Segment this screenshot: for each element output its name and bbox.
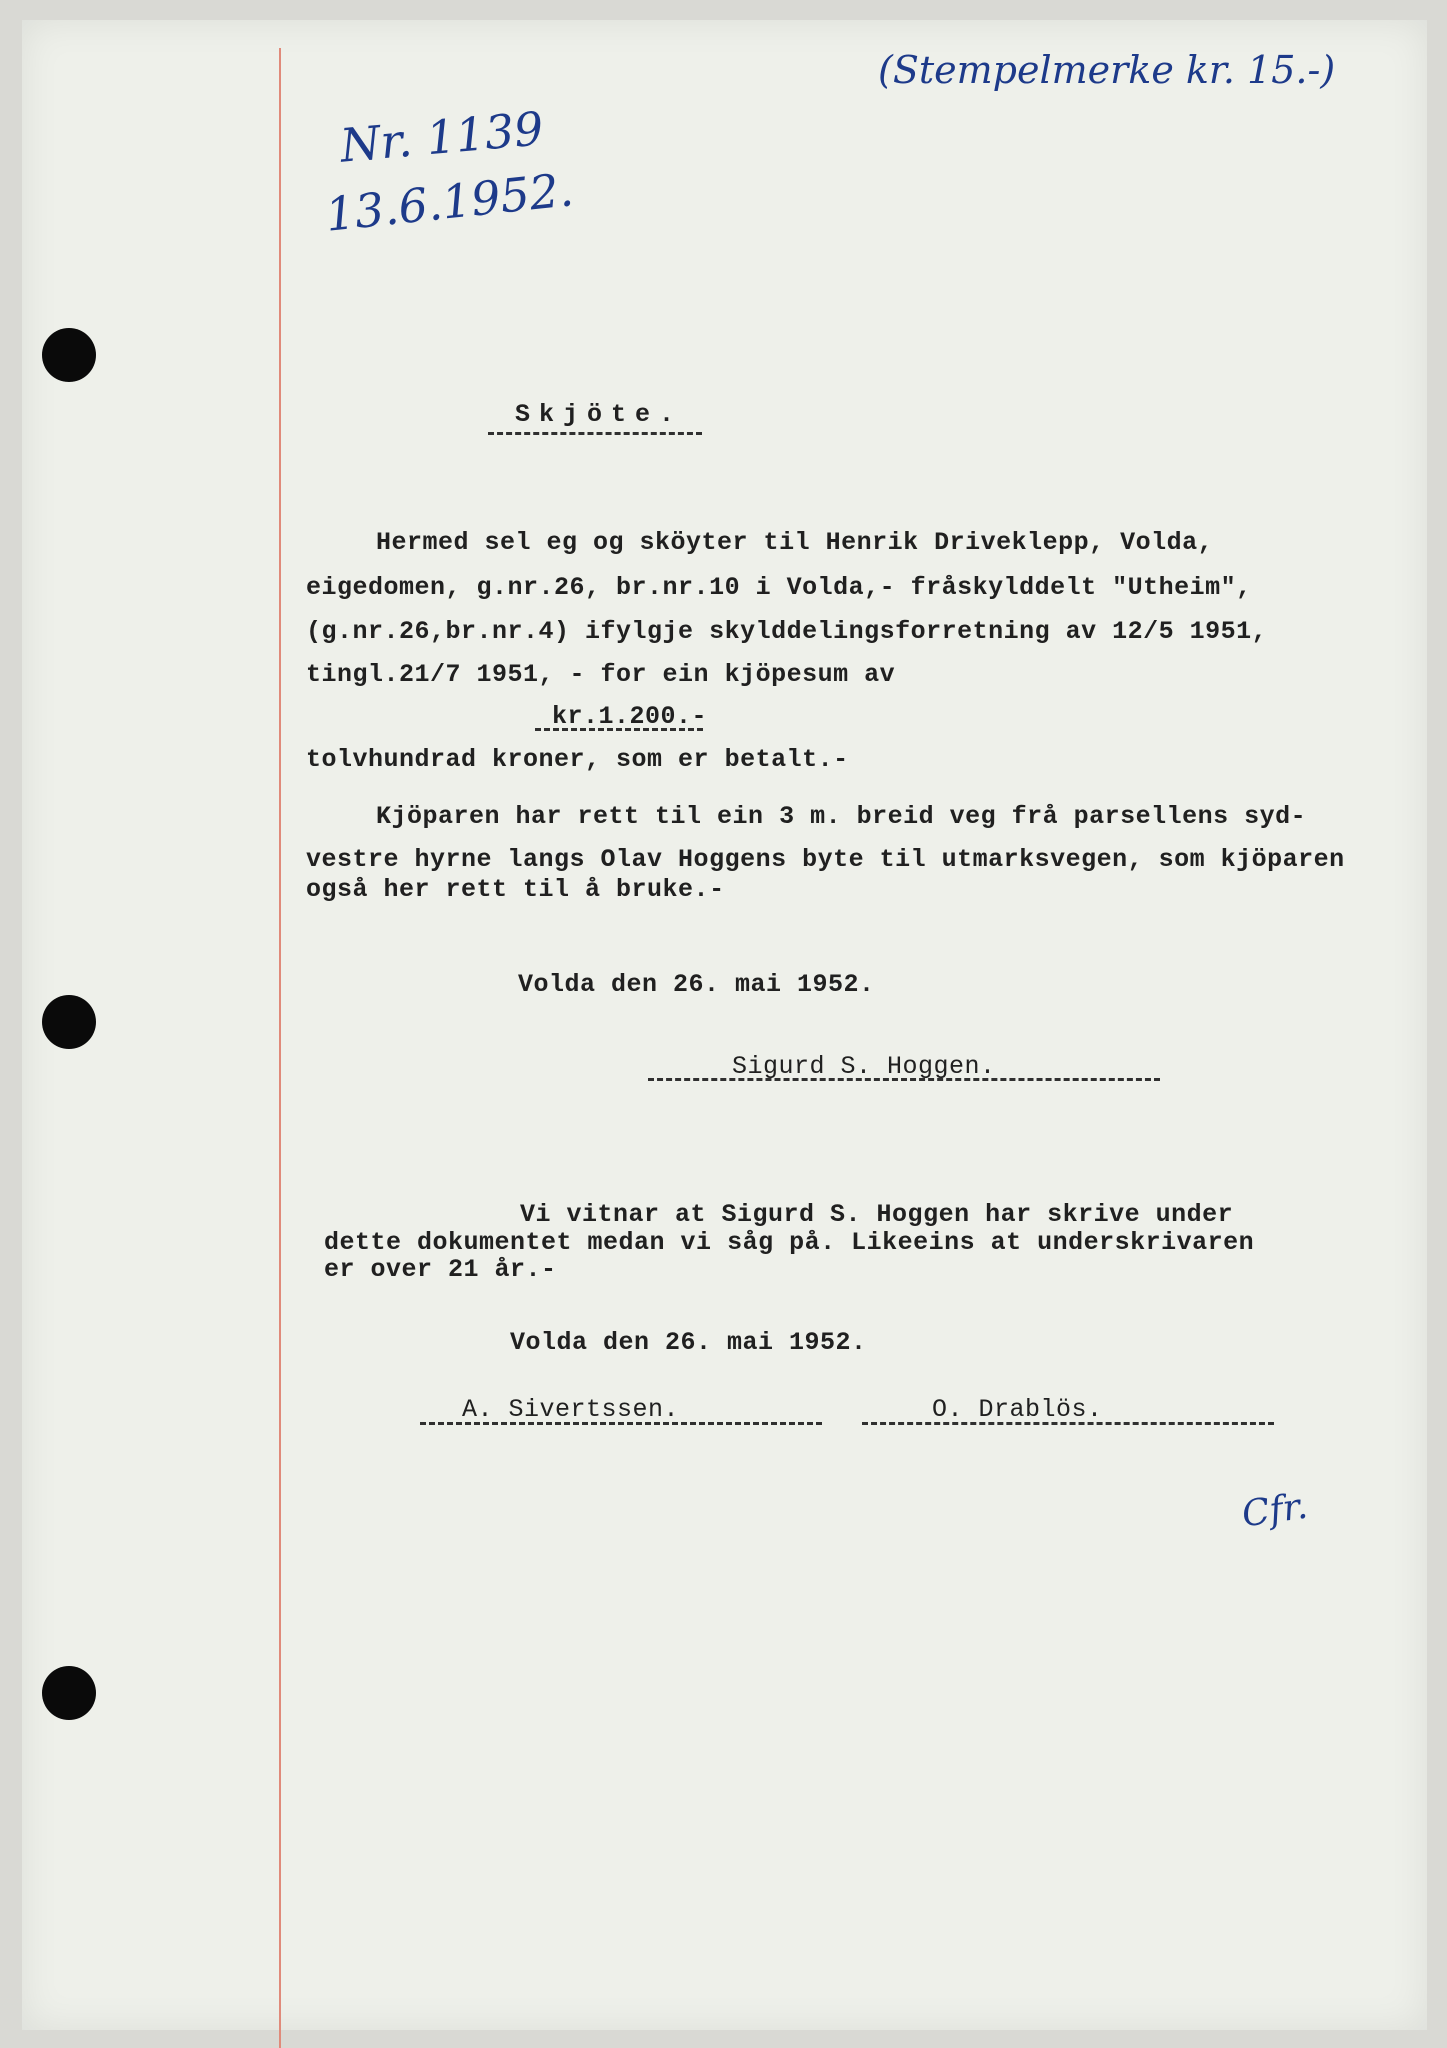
stamp-note: (Stempelmerke kr. 15.-) xyxy=(878,48,1336,92)
title-underline xyxy=(488,432,702,435)
amount-underline xyxy=(535,728,703,731)
paragraph1-line2: eigedomen, g.nr.26, br.nr.10 i Volda,- fråskylddelt "Utheim", xyxy=(306,573,1252,602)
paragraph2-line3: også her rett til å bruke.- xyxy=(306,875,725,904)
punch-hole-bottom xyxy=(42,1666,96,1720)
witness-statement-line2: dette dokumentet medan vi såg på. Likeeins at underskrivaren xyxy=(324,1228,1255,1257)
initials: Cfr. xyxy=(1239,1485,1311,1536)
paragraph2-line1: Kjöparen har rett til ein 3 m. breid veg frå parsellens syd- xyxy=(376,802,1307,831)
reference-number: Nr. 1139 xyxy=(338,101,546,173)
paragraph1-line3: (g.nr.26,br.nr.4) ifylgje skylddelingsforretning av 12/5 1951, xyxy=(306,617,1268,646)
amount: kr.1.200.- xyxy=(552,702,708,731)
paragraph1-line4: tingl.21/7 1951, - for ein kjöpesum av xyxy=(306,660,896,689)
witness-statement-line3: er over 21 år.- xyxy=(324,1255,557,1284)
witness1-name: A. Sivertssen. xyxy=(462,1395,680,1424)
witness2-line xyxy=(862,1422,1274,1425)
signer-line xyxy=(648,1078,1160,1081)
witness2-name: O. Drablös. xyxy=(932,1395,1103,1424)
witness-statement-line1: Vi vitnar at Sigurd S. Hoggen har skrive under xyxy=(520,1200,1234,1229)
paragraph1-line1: Hermed sel eg og sköyter til Henrik Driveklepp, Volda, xyxy=(376,528,1214,557)
signer-name: Sigurd S. Hoggen. xyxy=(732,1052,996,1081)
place-date-1: Volda den 26. mai 1952. xyxy=(518,970,875,999)
document-page xyxy=(22,20,1427,2030)
witness1-line xyxy=(420,1422,822,1425)
amount-words: tolvhundrad kroner, som er betalt.- xyxy=(306,745,849,774)
document-title: Skjöte. xyxy=(515,400,684,429)
punch-hole-middle xyxy=(42,995,96,1049)
punch-hole-top xyxy=(42,328,96,382)
reference-date: 13.6.1952. xyxy=(322,162,576,242)
margin-line xyxy=(279,48,281,2048)
paragraph2-line2: vestre hyrne langs Olav Hoggens byte til utmarksvegen, som kjöparen xyxy=(306,845,1345,874)
place-date-2: Volda den 26. mai 1952. xyxy=(510,1328,867,1357)
